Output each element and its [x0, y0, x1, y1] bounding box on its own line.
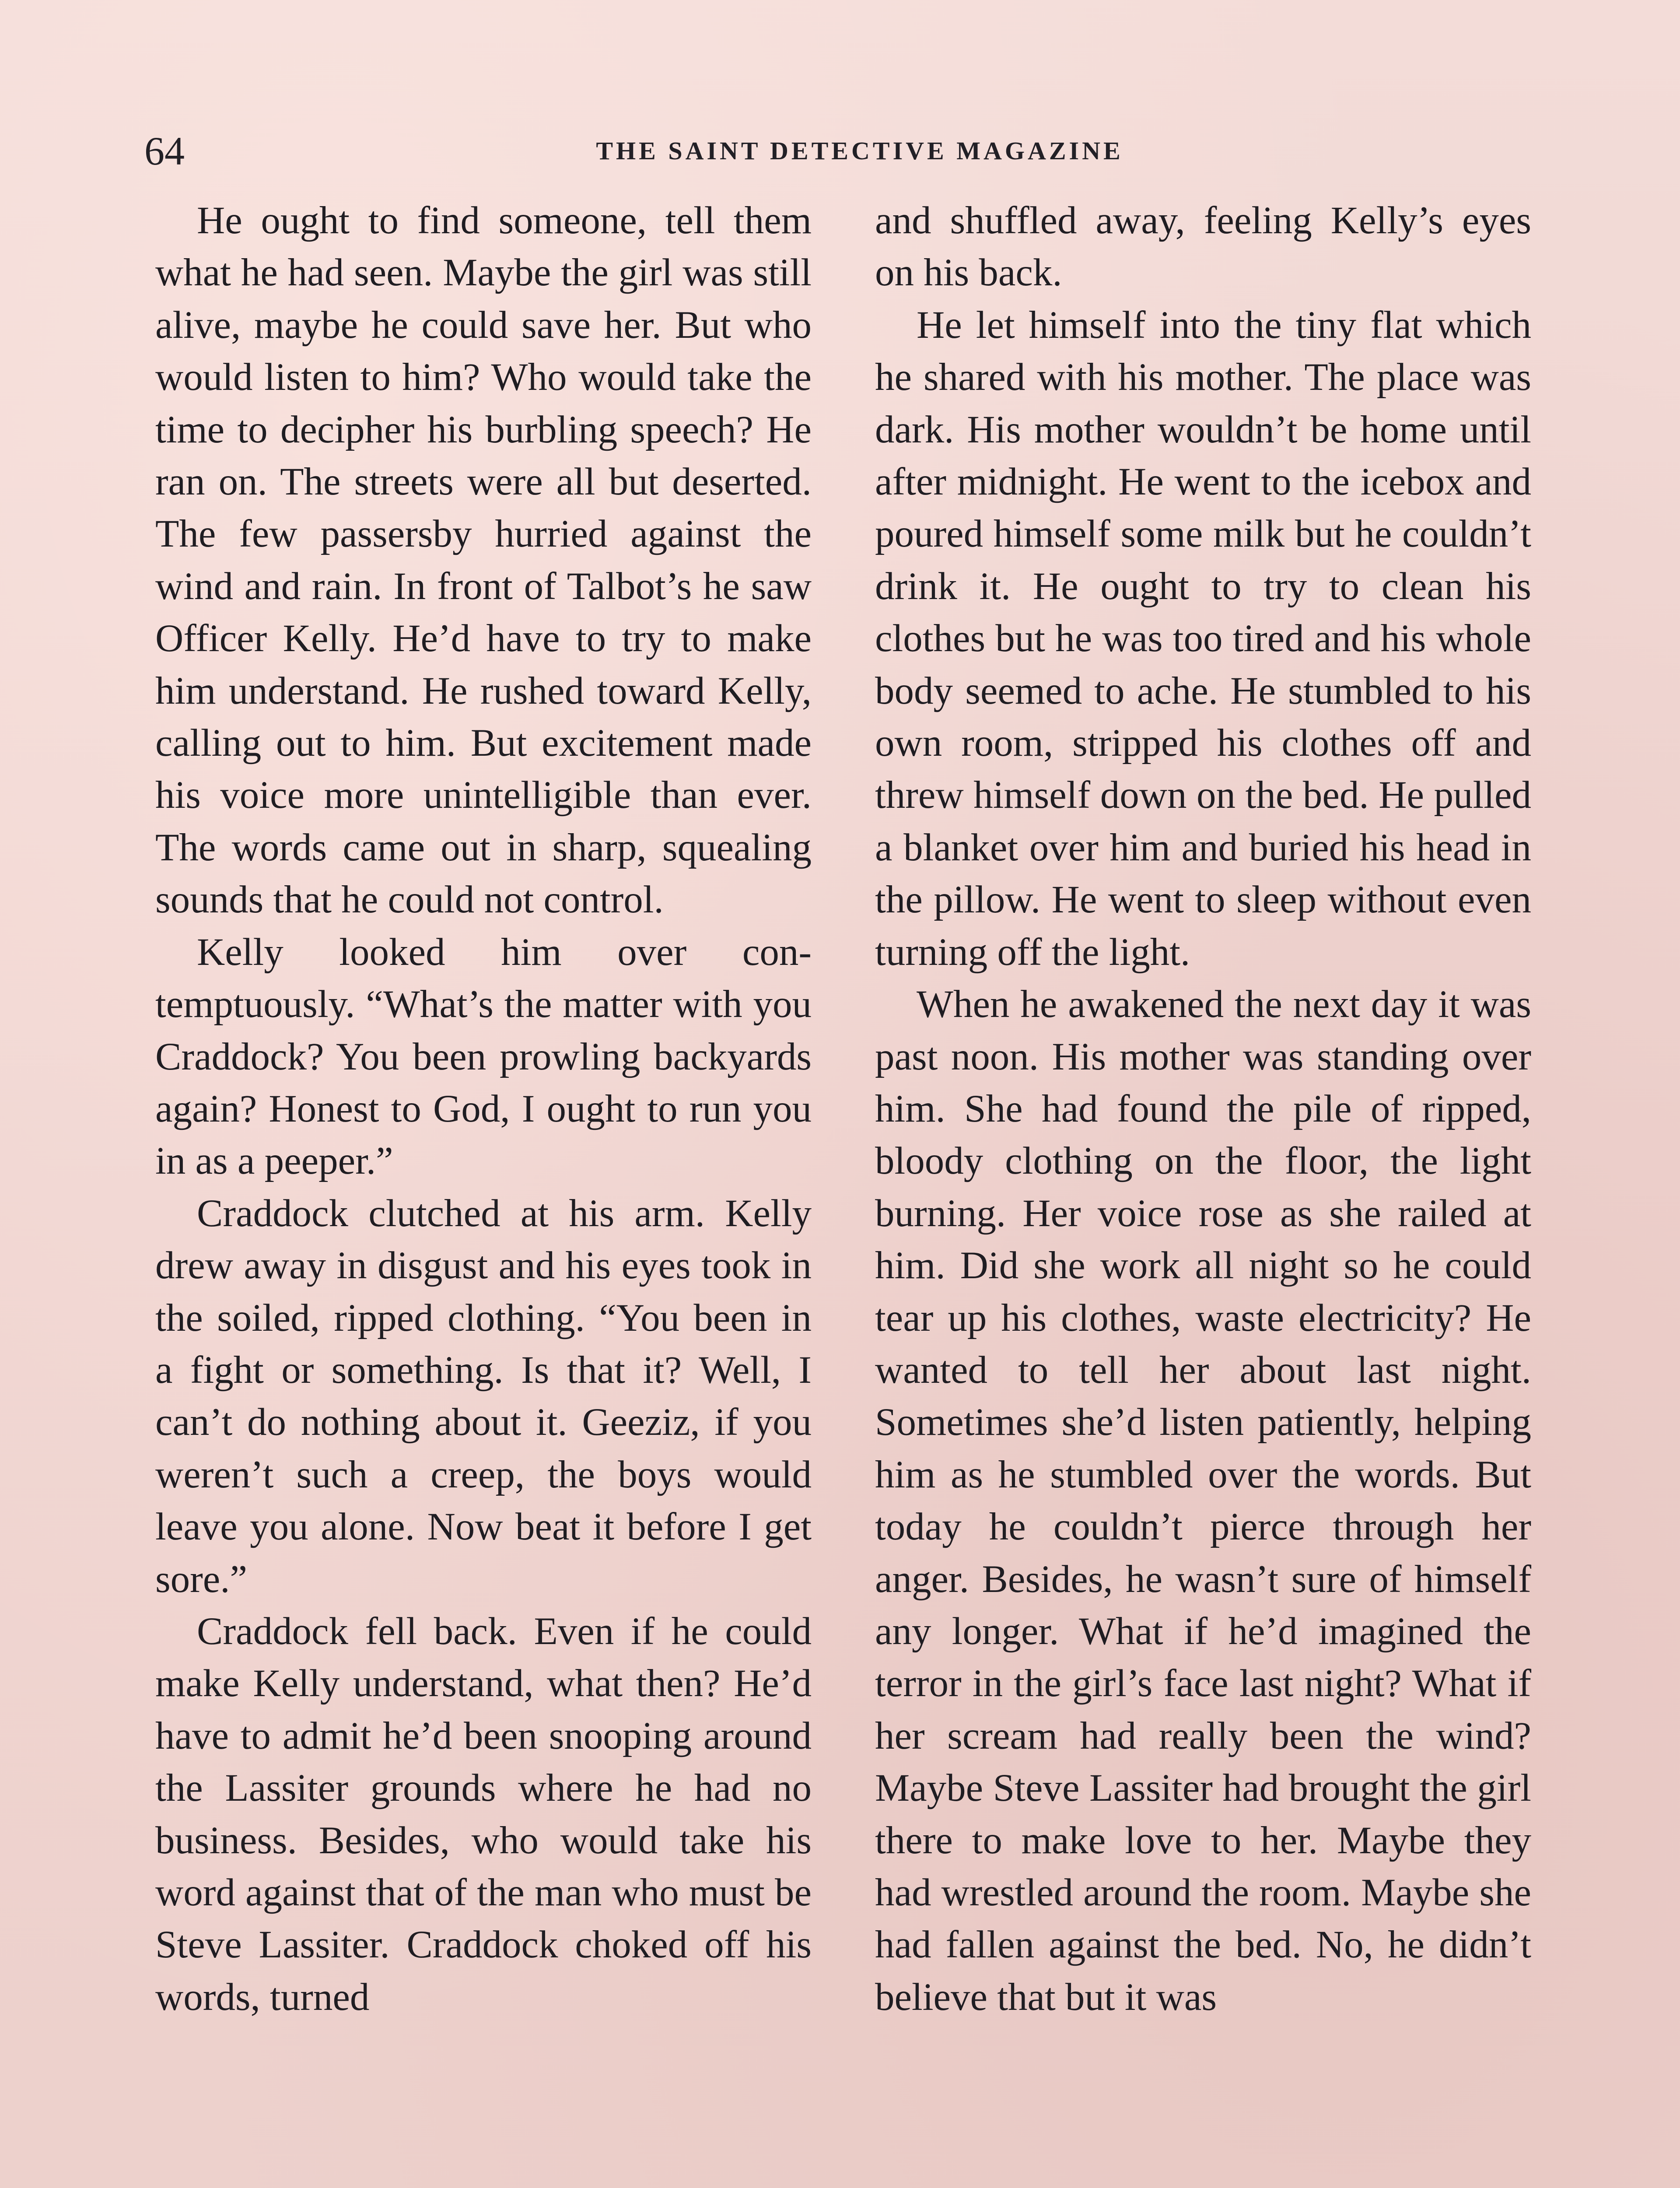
paragraph: He let himself into the tiny flat which he shared with his mother. The place was dark. His mother wouldn’t be home until after midnight. He went to the icebox and poured himself some milk but he couldn’t drink it. He ought to try to clean his clothes but he was too tired and his whole body seemed to ache. He stumbled to his own room, stripped his clothes off and threw himself down on the bed. He pulled a blanket over him and buried his head in the pillow. He went to sleep without even turning off the light. — [875, 303, 1531, 974]
running-head: THE SAINT DETECTIVE MAGAZINE — [596, 137, 1124, 165]
paragraph: He ought to find someone, tell them what he had seen. Maybe the girl was still alive, maybe he could save her. But who would listen to him? Who would take the time to decipher his burbling speech? He ran on. The streets were all but deserted. The few passersby hurried against the wind and rain. In front of Talbot’s he saw Officer Kelly. He’d have to try to make him understand. He rushed toward Kelly, calling out to him. But excitement made his voice more unintelligible than ever. The words came out in sharp, squealing sounds that he could not control. — [155, 199, 812, 922]
paragraph: Kelly looked him over contemptuously. “What’s the matter with you Craddock? You been prowling backyards again? Honest to God, I ought to run you in as a peeper.” — [155, 930, 812, 1183]
page-header — [144, 125, 1575, 177]
paragraph: When he awakened the next day it was past noon. His mother was standing over him. She had found the pile of ripped, bloody clothing on the floor, the light burning. Her voice rose as she railed at him. Did she work all night so he could tear up his clothes, waste electricity? He wanted to tell her about last night. Sometimes she’d listen patiently, helping him as he stumbled over the words. But today he couldn’t pierce through her anger. Besides, he wasn’t sure of himself any longer. What if he’d imagined the terror in the girl’s face last night? What if her scream had really been the wind? Maybe Steve Lassiter had brought the girl there to make love to her. Maybe they had wrestled around the room. Maybe she had fallen against the bed. No, he didn’t believe that but it was — [875, 983, 1531, 2019]
paragraph: Craddock clutched at his arm. Kelly drew away in disgust and his eyes took in the soiled, ripped clothing. “You been in a fight or something. Is that it? Well, I can’t do nothing about it. Geeziz, if you weren’t such a creep, the boys would leave you alone. Now beat it before I get sore.” — [155, 1192, 812, 1601]
right-column — [875, 195, 1531, 2023]
page-number: 64 — [144, 129, 185, 173]
paragraph: Craddock fell back. Even if he could make Kelly understand, what then? He’d have to admit he’d been snooping around the Lassiter grounds where he had no business. Besides, who would take his word against that of the man who must be Steve Lassiter. Craddock choked off his words, turned — [155, 1609, 812, 2019]
paragraph-continuation: and shuffled away, feeling Kelly’s eyes on his back. — [875, 199, 1531, 295]
left-column — [155, 195, 812, 2023]
